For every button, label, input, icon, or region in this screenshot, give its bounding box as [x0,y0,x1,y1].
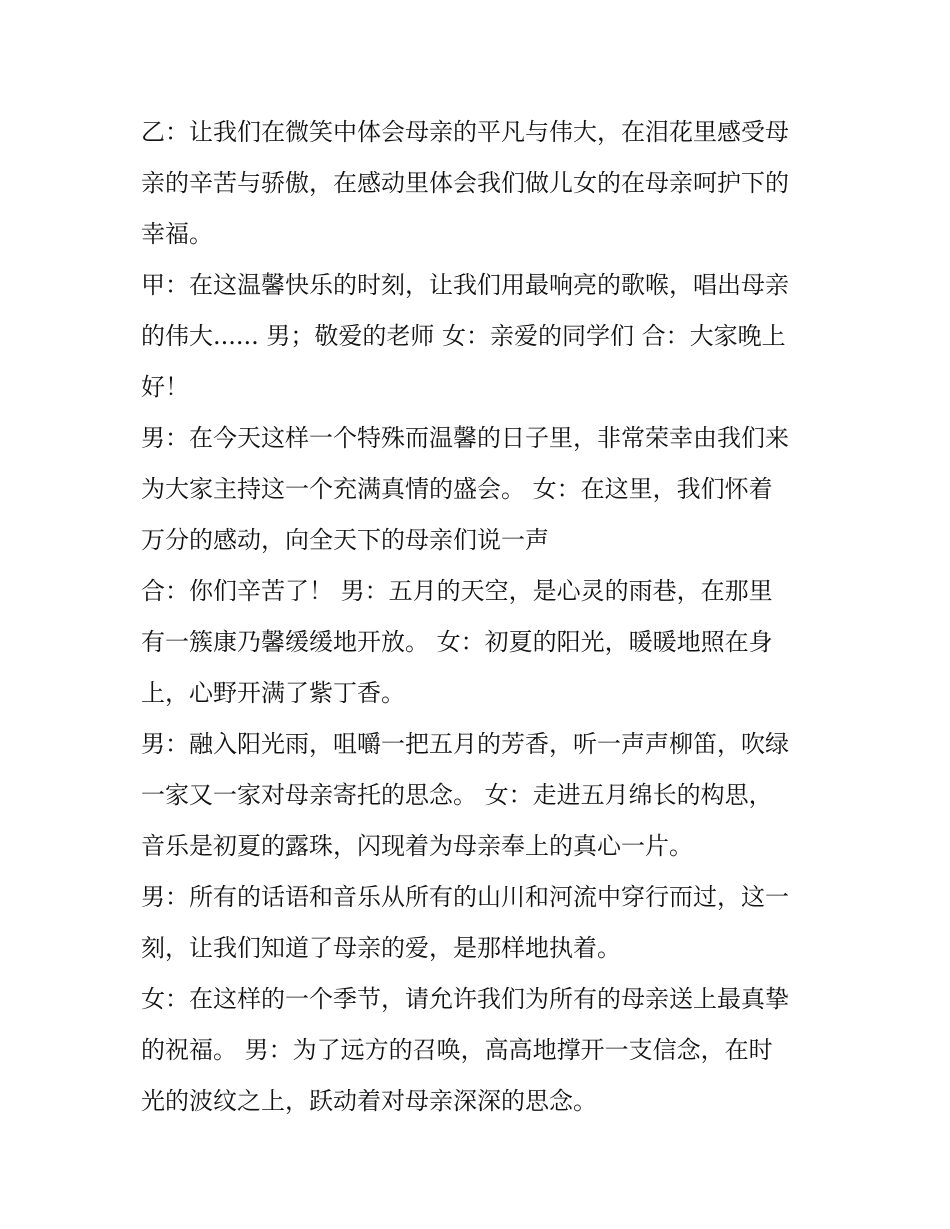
text-line: 男：在今天这样一个特殊而温馨的日子里，非常荣幸由我们来 [141,424,789,452]
text-line: 乙：让我们在微笑中体会母亲的平凡与伟大，在泪花里感受母 [141,118,789,146]
paragraph-1 [141,107,821,260]
text-line: 上，心野开满了紫丁香。 [141,679,405,707]
text-line: 女：在这样的一个季节，请允许我们为所有的母亲送上最真挚 [141,985,789,1013]
paragraph-6 [141,872,821,974]
text-line: 万分的感动，向全天下的母亲们说一声 [141,526,549,554]
text-line: 的祝福。 男：为了远方的召唤，高高地撑开一支信念，在时 [141,1036,773,1064]
text-line: 一家又一家对母亲寄托的思念。 女：走进五月绵长的构思， [141,781,773,809]
text-line: 亲的辛苦与骄傲，在感动里体会我们做儿女的在母亲呵护下的 [141,169,789,197]
text-line: 刻，让我们知道了母亲的爱，是那样地执着。 [141,934,621,962]
text-line: 光的波纹之上，跃动着对母亲深深的思念。 [141,1087,597,1115]
text-line: 男：融入阳光雨，咀嚼一把五月的芳香，听一声声柳笛，吹绿 [141,730,789,758]
text-line: 幸福。 [141,220,213,248]
paragraph-2 [141,260,821,413]
paragraph-7 [141,974,821,1127]
document-body [141,107,821,1127]
text-line: 为大家主持这一个充满真情的盛会。 女：在这里，我们怀着 [141,475,773,503]
paragraph-5 [141,719,821,872]
paragraph-4 [141,566,821,719]
text-line: 男：所有的话语和音乐从所有的山川和河流中穿行而过，这一 [141,883,789,911]
text-line: 的伟大...... 男；敬爱的老师 女：亲爱的同学们 合：大家晚上 [141,322,786,350]
text-line: 合：你们辛苦了！ 男：五月的天空，是心灵的雨巷，在那里 [141,577,773,605]
paragraph-3 [141,413,821,566]
text-line: 甲：在这温馨快乐的时刻，让我们用最响亮的歌喉，唱出母亲 [141,271,789,299]
text-line: 好！ [141,373,189,401]
text-line: 音乐是初夏的露珠，闪现着为母亲奉上的真心一片。 [141,832,693,860]
text-line: 有一簇康乃馨缓缓地开放。 女：初夏的阳光，暖暖地照在身 [141,628,773,656]
